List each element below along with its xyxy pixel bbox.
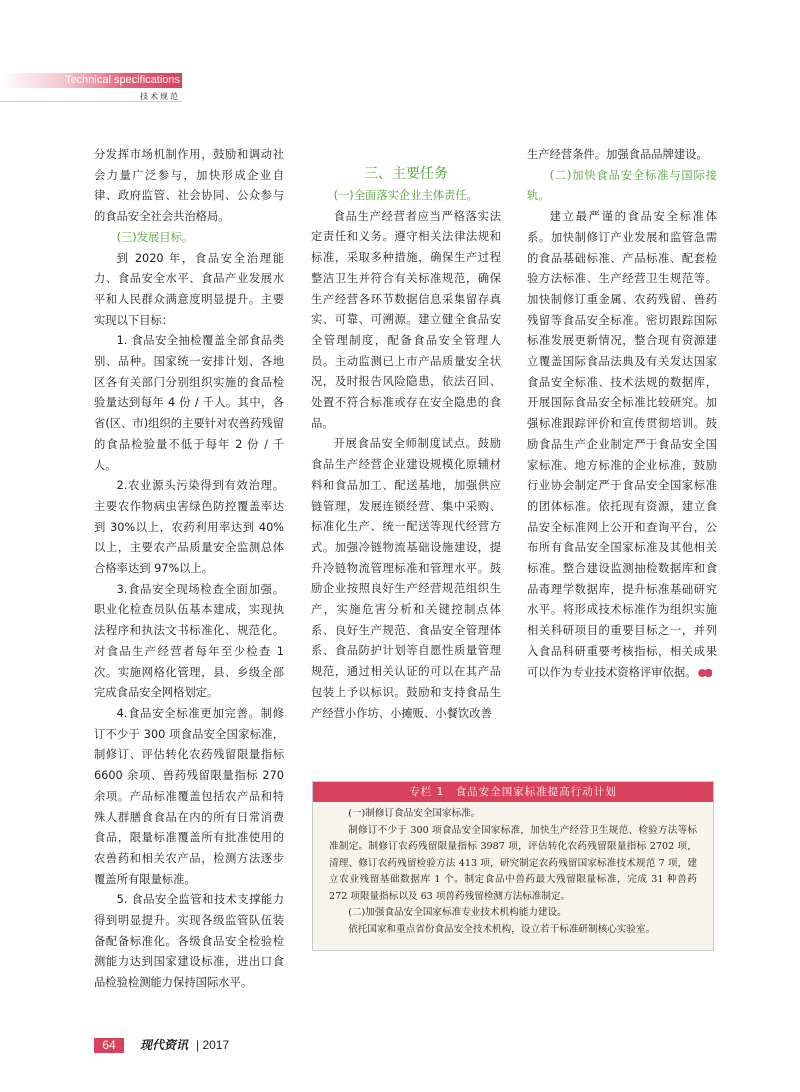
magazine-logo: 现代资讯 [140,1038,189,1052]
end-of-article-icon [698,669,712,677]
box-subheading: (二)加强食品安全国家标准专业技术机构能力建设。 [348,907,567,918]
paragraph: 分发挥市场机制作用，鼓励和调动社会力量广泛参与，加快形成企业自律、政府监管、社会协同、公众参与的食品安全社会共治格局。 [94,148,284,224]
feature-box-title: 专栏 1 食品安全国家标准提高行动计划 [313,782,713,802]
article-column-1 [94,145,284,994]
box-paragraph: 制修订不少于 300 项食品安全国家标准，加快生产经营卫生规范、检验方法等标准制定。制修订农药残留限量指标 3987 项，评估转化农药残留限量指标 2702 项，清理、修订农药残留检验方法 413 项，研究制定农药残留国家标准技术规范 7 项，建立农业残留基础数据库 1 个。制定食品中兽药最大残留限量标准，完成 31 种兽药 272 项限量指标以及 63 项兽药残留检测方法标准制定。 [329,824,697,902]
subheading-enterprise-responsibility: (一)全面落实企业主体责任。 [333,189,478,202]
paragraph: 生产经营条件。加强食品品牌建设。 [527,148,708,161]
section-title-en: Technical specifications [65,74,180,86]
goal-item-4: 4.食品安全标准更加完善。制修订不少于 300 项食品安全国家标准，制修订、评估转化农药残留限量指标 6600 余项、兽药残留限量指标 270 余项。产品标准覆盖包括农产品和特殊人群膳食食品在内的所有日常消费食品，限量标准覆盖所有批准使用的农兽药和相关农产品，检测方法逐步覆盖所有限量标准。 [94,706,284,886]
issue-year: | 2017 [196,1038,230,1052]
paragraph: 到 2020 年，食品安全治理能力、食品安全水平、食品产业发展水平和人民群众满意度明显提升。主要实现以下目标： [94,251,284,327]
feature-box-body [313,802,713,938]
goal-item-1: 1. 食品安全抽检覆盖全部食品类别、品种。国家统一安排计划、各地区各有关部门分别组织实施的食品检验量达到每年 4 份 / 千人。其中，各省(区、市)组织的主要针对农兽药残留的食品检验量不低于每年 2 份 / 千人。 [94,334,284,472]
article-column-2 [311,162,501,724]
goal-item-3: 3.食品安全现场检查全面加强。职业化检查员队伍基本建成，实现执法程序和执法文书标准化、规范化。对食品生产经营者每年至少检查 1 次。实施网格化管理，县、乡级全部完成食品安全网格划定。 [94,582,284,700]
goal-item-5: 5. 食品安全监管和技术支撑能力得到明显提升。实现各级监管队伍装备配备标准化。各级食品安全检验检测能力达到国家建设标准，进出口食品检验检测能力保持国际水平。 [94,893,284,990]
feature-box [312,781,714,951]
section-title-zh: 技术规范 [140,92,180,101]
page-number: 64 [94,1038,124,1053]
header-divider [0,101,182,102]
paragraph [527,207,717,683]
paragraph: 开展食品安全师制度试点。鼓励食品生产经营企业建设规模化原辅材料和食品加工、配送基地，加强供应链管理，发展连锁经营、集中采购、标准化生产、统一配送等现代经营方式。加强冷链物流基础设施建设，提升冷链物流管理标准和管理水平。鼓励企业按照良好生产经营规范组织生产，实施危害分析和关键控制点体系、良好生产规范、食品安全管理体系、食品防护计划等自愿性质量管理规范，通过相关认证的可以在其产品包装上予以标识。鼓励和支持食品生产经营小作坊、小摊贩、小餐饮改善 [311,437,501,720]
box-subheading: (一)制修订食品安全国家标准。 [348,808,481,819]
subheading-standards-international: (二)加快食品安全标准与国际接轨。 [527,168,717,203]
subheading-development-goals: (三)发展目标。 [116,230,194,244]
goal-item-2: 2.农业源头污染得到有效治理。主要农作物病虫害绿色防控覆盖率达到 30%以上，农药利用率达到 40%以上，主要农产品质量安全监测总体合格率达到 97%以上。 [94,479,284,576]
section-heading-main-tasks: 三、主要任务 [364,166,448,182]
paragraph: 食品生产经营者应当严格落实法定责任和义务。遵守相关法律法规和标准，采取多种措施，确保生产过程整洁卫生并符合有关标准规范，确保生产经营各环节数据信息采集留存真实、可靠、可溯源。建立健全食品安全管理制度，配备食品安全管理人员。主动监测已上市产品质量安全状况，及时报告风险隐患，依法召回、处置不符合标准或存在安全隐患的食品。 [311,209,501,430]
paragraph-text: 建立最严谨的食品安全标准体系。加快制修订产业发展和监管急需的食品基础标准、产品标准、配套检验方法标准、生产经营卫生规范等。加快制修订重金属、农药残留、兽药残留等食品安全标准。密切跟踪国际标准发展更新情况，整合现有资源建立覆盖国际食品法典及有关发达国家食品安全标准、技术法规的数据库，开展国际食品安全标准比较研究。加强标准跟踪评价和宣传贯彻培训。鼓励食品生产企业制定严于食品安全国家标准、地方标准的企业标准，鼓励行业协会制定严于食品安全国家标准的团体标准。依托现有资源，建立食品安全标准网上公开和查询平台，公布所有食品安全国家标准及其他相关标准。整合建设监测抽检数据库和食品毒理学数据库，提升标准基础研究水平。将形成技术标准作为组织实施相关科研项目的重要目标之一，并列入食品科研重要考核指标，相关成果可以作为专业技术资格评审依据。 [527,210,717,679]
article-column-3 [527,145,717,683]
box-paragraph: 依托国家和重点省份食品安全技术机构，设立若干标准研制核心实验室。 [348,923,656,935]
